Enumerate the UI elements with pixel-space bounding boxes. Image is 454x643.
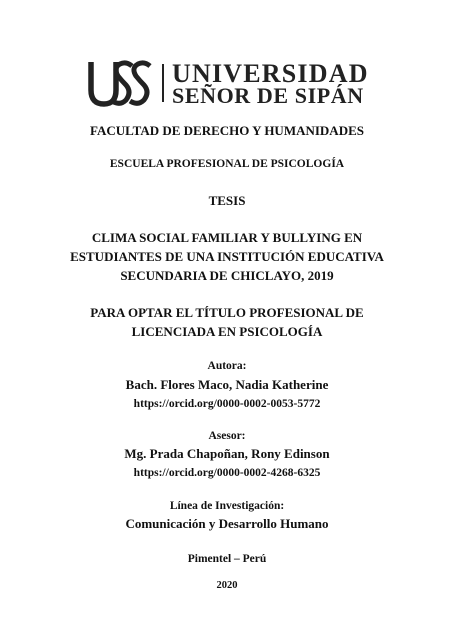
university-name-line1: UNIVERSIDAD	[172, 59, 369, 88]
advisor-label: Asesor:	[208, 430, 246, 442]
thesis-title-line-1: CLIMA SOCIAL FAMILIAR Y BULLYING EN	[91, 230, 363, 245]
degree-line-2: LICENCIADA EN PSICOLOGÍA	[131, 324, 323, 339]
author-orcid: https://orcid.org/0000-0002-0053-5772	[133, 398, 321, 410]
thesis-title-line-2: ESTUDIANTES DE UNA INSTITUCIÓN EDUCATIVA	[70, 249, 384, 264]
university-name-line2: SEÑOR DE SIPÁN	[172, 83, 364, 108]
thesis-title-line-3: SECUNDARIA DE CHICLAYO, 2019	[120, 268, 334, 283]
research-line-label: Línea de Investigación:	[169, 500, 285, 512]
university-logo	[88, 58, 378, 108]
logo-divider	[162, 64, 164, 102]
degree-line-1: PARA OPTAR EL TÍTULO PROFESIONAL DE	[90, 305, 364, 320]
author-name: Bach. Flores Maco, Nadia Katherine	[125, 377, 329, 392]
location: Pimentel – Perú	[187, 553, 267, 565]
year: 2020	[216, 580, 238, 591]
school-name: ESCUELA PROFESIONAL DE PSICOLOGÍA	[109, 158, 345, 170]
author-label: Autora:	[207, 360, 247, 372]
advisor-orcid: https://orcid.org/0000-0002-4268-6325	[133, 467, 321, 479]
research-line-value: Comunicación y Desarrollo Humano	[125, 516, 329, 531]
faculty-name: FACULTAD DE DERECHO Y HUMANIDADES	[90, 123, 364, 138]
advisor-name: Mg. Prada Chapoñan, Rony Edinson	[124, 446, 330, 461]
uss-monogram-icon	[88, 58, 154, 108]
document-type: TESIS	[208, 193, 246, 208]
